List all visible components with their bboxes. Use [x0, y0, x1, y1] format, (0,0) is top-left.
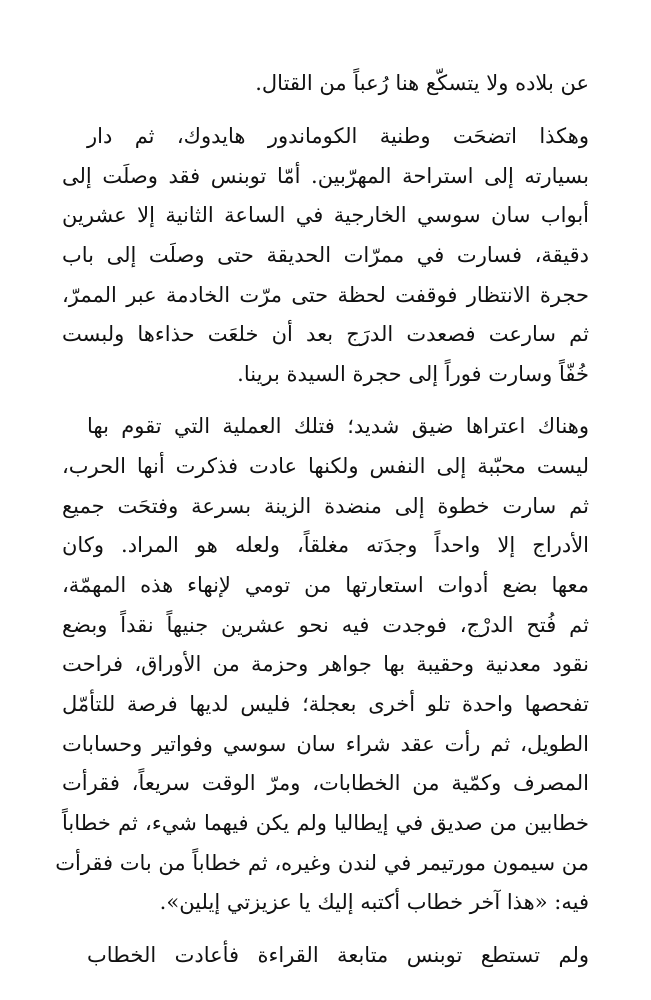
text-line: ثم فُتح الدرْج، فوجدت فيه نحو عشرين جنيهاً نقداً وبضع — [62, 613, 589, 637]
text-line: الأدراج إلا واحداً وجدَته مغلقاً، ولعله هو المراد. وكان — [62, 533, 589, 557]
text-line: خُفّاً وسارت فوراً إلى حجرة السيدة برينا. — [237, 362, 589, 386]
text-line: معها بضع أدوات استعارتها من تومي لإنهاء هذه المهمّة، — [62, 573, 589, 597]
text-line: تفحصها واحدة تلو أخرى بعجلة؛ فليس لديها فرصة للتأمّل — [62, 692, 589, 716]
text-line: الطويل، ثم رأت عقد شراء سان سوسي وفواتير وحسابات — [62, 732, 589, 756]
text-line: نقود معدنية وحقيبة بها جواهر وحزمة من الأوراق، فراحت — [62, 652, 589, 676]
text-line: وهناك اعتراها ضيق شديد؛ فتلك العملية التي تقوم بها — [87, 414, 589, 438]
text-line: أبواب سان سوسي الخارجية في الساعة الثانية إلا عشرين — [62, 203, 589, 227]
text-line: عن بلاده ولا يتسكّع هنا رُعباً من القتال. — [255, 71, 589, 95]
text-line: من سيمون مورتيمر في لندن وغيره، ثم خطاباً من بات فقرأت — [55, 851, 589, 875]
text-line: وهكذا اتضحَت وطنية الكوماندور هايدوك، ثم دار — [87, 124, 589, 148]
text-line: المصرف وكمّية من الخطابات، ومرّ الوقت سريعاً، فقرأت — [62, 771, 589, 795]
text-line: ثم سارت خطوة إلى منضدة الزينة بسرعة وفتحَت جميع — [62, 494, 589, 518]
text-line: حجرة الانتظار فوقفت لحظة حتى مرّت الخادمة عبر الممرّ، — [62, 283, 589, 307]
text-line: ثم سارعت فصعدت الدرَج بعد أن خلعَت حذاءها ولبست — [62, 322, 589, 346]
text-line: بسيارته إلى استراحة المهرّبين. أمّا توبنس فقد وصلَت إلى — [62, 164, 589, 188]
text-line: فيه: «هذا آخر خطاب أكتبه إليك يا عزيزتي إيلين». — [159, 890, 589, 914]
text-line: دقيقة، فسارت في ممرّات الحديقة حتى وصلَت إلى باب — [62, 243, 589, 267]
text-line: خطابين من صديق في إيطاليا ولم يكن فيهما شيء، ثم خطاباً — [62, 811, 589, 835]
text-line: ولم تستطع توبنس متابعة القراءة فأعادت الخطاب — [87, 943, 589, 967]
text-line: ليست محبّبة إلى النفس ولكنها عادت فذكرت أنها الحرب، — [62, 454, 589, 478]
